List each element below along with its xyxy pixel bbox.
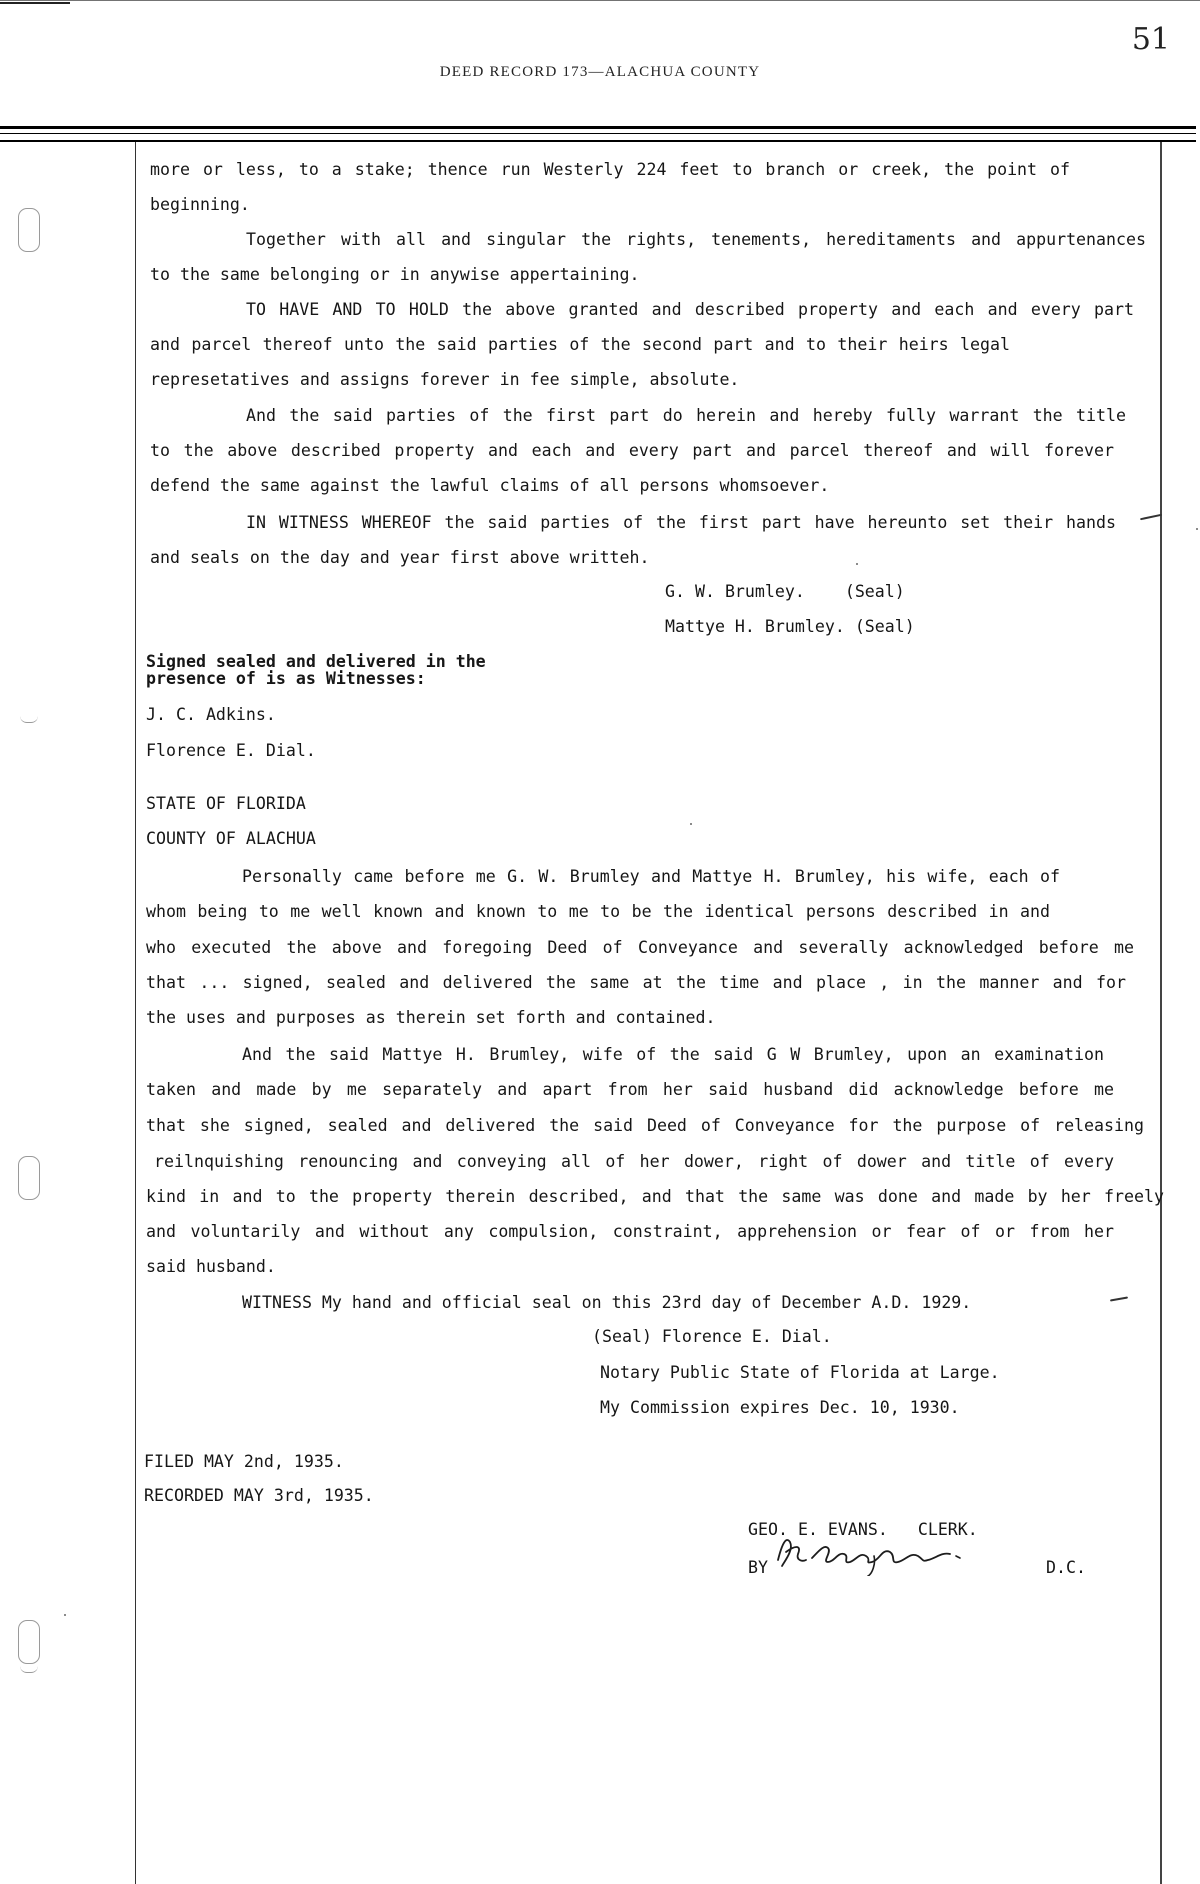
deed-line: to the same belonging or in anywise appertaining. xyxy=(150,265,640,284)
deed-line: more or less, to a stake; thence run Westerly 224 feet to branch or creek, the point of xyxy=(150,160,1070,179)
recorded-date: RECORDED MAY 3rd, 1935. xyxy=(144,1486,374,1505)
header-rule-thin xyxy=(0,133,1196,134)
deed-line: And the said parties of the first part do herein and hereby fully warrant the title xyxy=(246,406,1126,425)
deed-line: Together with all and singular the rights, tenements, hereditaments and appurtenances xyxy=(246,230,1146,249)
deed-line: and parcel thereof unto the said parties of the second part and to their heirs legal xyxy=(150,335,1010,354)
clerk-by-label: BY xyxy=(748,1558,768,1577)
binder-hole xyxy=(18,208,40,252)
stray-pen-mark xyxy=(1110,1296,1128,1301)
running-head: DEED RECORD 173—ALACHUA COUNTY xyxy=(439,64,761,80)
deed-line: represetatives and assigns forever in fee simple, absolute. xyxy=(150,370,740,389)
filed-date: FILED MAY 2nd, 1935. xyxy=(144,1452,344,1471)
notary-line: Notary Public State of Florida at Large. xyxy=(600,1363,1000,1382)
witness-heading: presence of is as Witnesses: xyxy=(146,669,426,688)
witness-name: J. C. Adkins. xyxy=(146,705,276,724)
deed-line: and seals on the day and year first above writteh. xyxy=(150,548,650,567)
venue-county: COUNTY OF ALACHUA xyxy=(146,829,316,848)
witness-heading: Signed sealed and delivered in the xyxy=(146,652,486,671)
grantor-signature: G. W. Brumley. (Seal) xyxy=(665,582,905,601)
speck xyxy=(856,563,858,565)
acknowledgment-line: kind in and to the property therein described, and that the same was done and made by her freely xyxy=(146,1187,1164,1206)
grantor-signature: Mattye H. Brumley. (Seal) xyxy=(665,617,915,636)
acknowledgment-line: that she signed, sealed and delivered the said Deed of Conveyance for the purpose of releasing xyxy=(146,1116,1144,1135)
acknowledgment-line: Personally came before me G. W. Brumley and Mattye H. Brumley, his wife, each of xyxy=(242,867,1060,886)
handwritten-signature xyxy=(772,1522,972,1576)
acknowledgment-line: who executed the above and foregoing Deed of Conveyance and severally acknowledged before me xyxy=(146,938,1134,957)
acknowledgment-line: taken and made by me separately and apart from her said husband did acknowledge before me xyxy=(146,1080,1114,1099)
deed-line: to the above described property and each and every part and parcel thereof and will forever xyxy=(150,441,1114,460)
acknowledgment-line: And the said Mattye H. Brumley, wife of the said G W Brumley, upon an examination xyxy=(242,1045,1104,1064)
binder-mark xyxy=(20,1666,38,1673)
deed-line: IN WITNESS WHEREOF the said parties of the first part have hereunto set their hands xyxy=(246,513,1116,532)
venue-state: STATE OF FLORIDA xyxy=(146,794,306,813)
stray-pen-mark xyxy=(1140,514,1162,521)
acknowledgment-line: that ... signed, sealed and delivered the same at the time and place , in the manner and for xyxy=(146,973,1126,992)
acknowledgment-line: whom being to me well known and known to me to be the identical persons described in and xyxy=(146,902,1050,921)
binder-hole xyxy=(18,1156,40,1200)
acknowledgment-line: reilnquishing renouncing and conveying all of her dower, right of dower and title of every xyxy=(154,1152,1114,1171)
speck xyxy=(1196,528,1198,530)
acknowledgment-line: said husband. xyxy=(146,1257,276,1276)
speck xyxy=(64,1614,66,1616)
speck xyxy=(690,823,692,825)
top-edge-tick xyxy=(0,2,70,4)
witness-name: Florence E. Dial. xyxy=(146,741,316,760)
acknowledgment-line: the uses and purposes as therein set forth and contained. xyxy=(146,1008,716,1027)
header-rule-bottom xyxy=(0,140,1196,142)
binder-mark xyxy=(20,716,38,723)
deputy-clerk-label: D.C. xyxy=(1046,1558,1086,1577)
deed-line: beginning. xyxy=(150,195,250,214)
notary-line: My Commission expires Dec. 10, 1930. xyxy=(600,1398,960,1417)
left-margin-line xyxy=(135,142,136,1884)
acknowledgment-line: WITNESS My hand and official seal on this 23rd day of December A.D. 1929. xyxy=(242,1293,972,1312)
clerk-name: GEO. E. EVANS. CLERK. xyxy=(748,1520,978,1539)
right-margin-line xyxy=(1160,142,1162,1884)
binder-hole xyxy=(18,1620,40,1664)
header-rule-thick xyxy=(0,126,1196,129)
notary-line: (Seal) Florence E. Dial. xyxy=(592,1327,832,1346)
page-number: 51 xyxy=(1131,22,1170,57)
deed-line: TO HAVE AND TO HOLD the above granted and described property and each and every part xyxy=(246,300,1134,319)
deed-line: defend the same against the lawful claims of all persons whomsoever. xyxy=(150,476,830,495)
top-edge-rule xyxy=(0,0,1200,1)
acknowledgment-line: and voluntarily and without any compulsion, constraint, apprehension or fear of or from her xyxy=(146,1222,1114,1241)
